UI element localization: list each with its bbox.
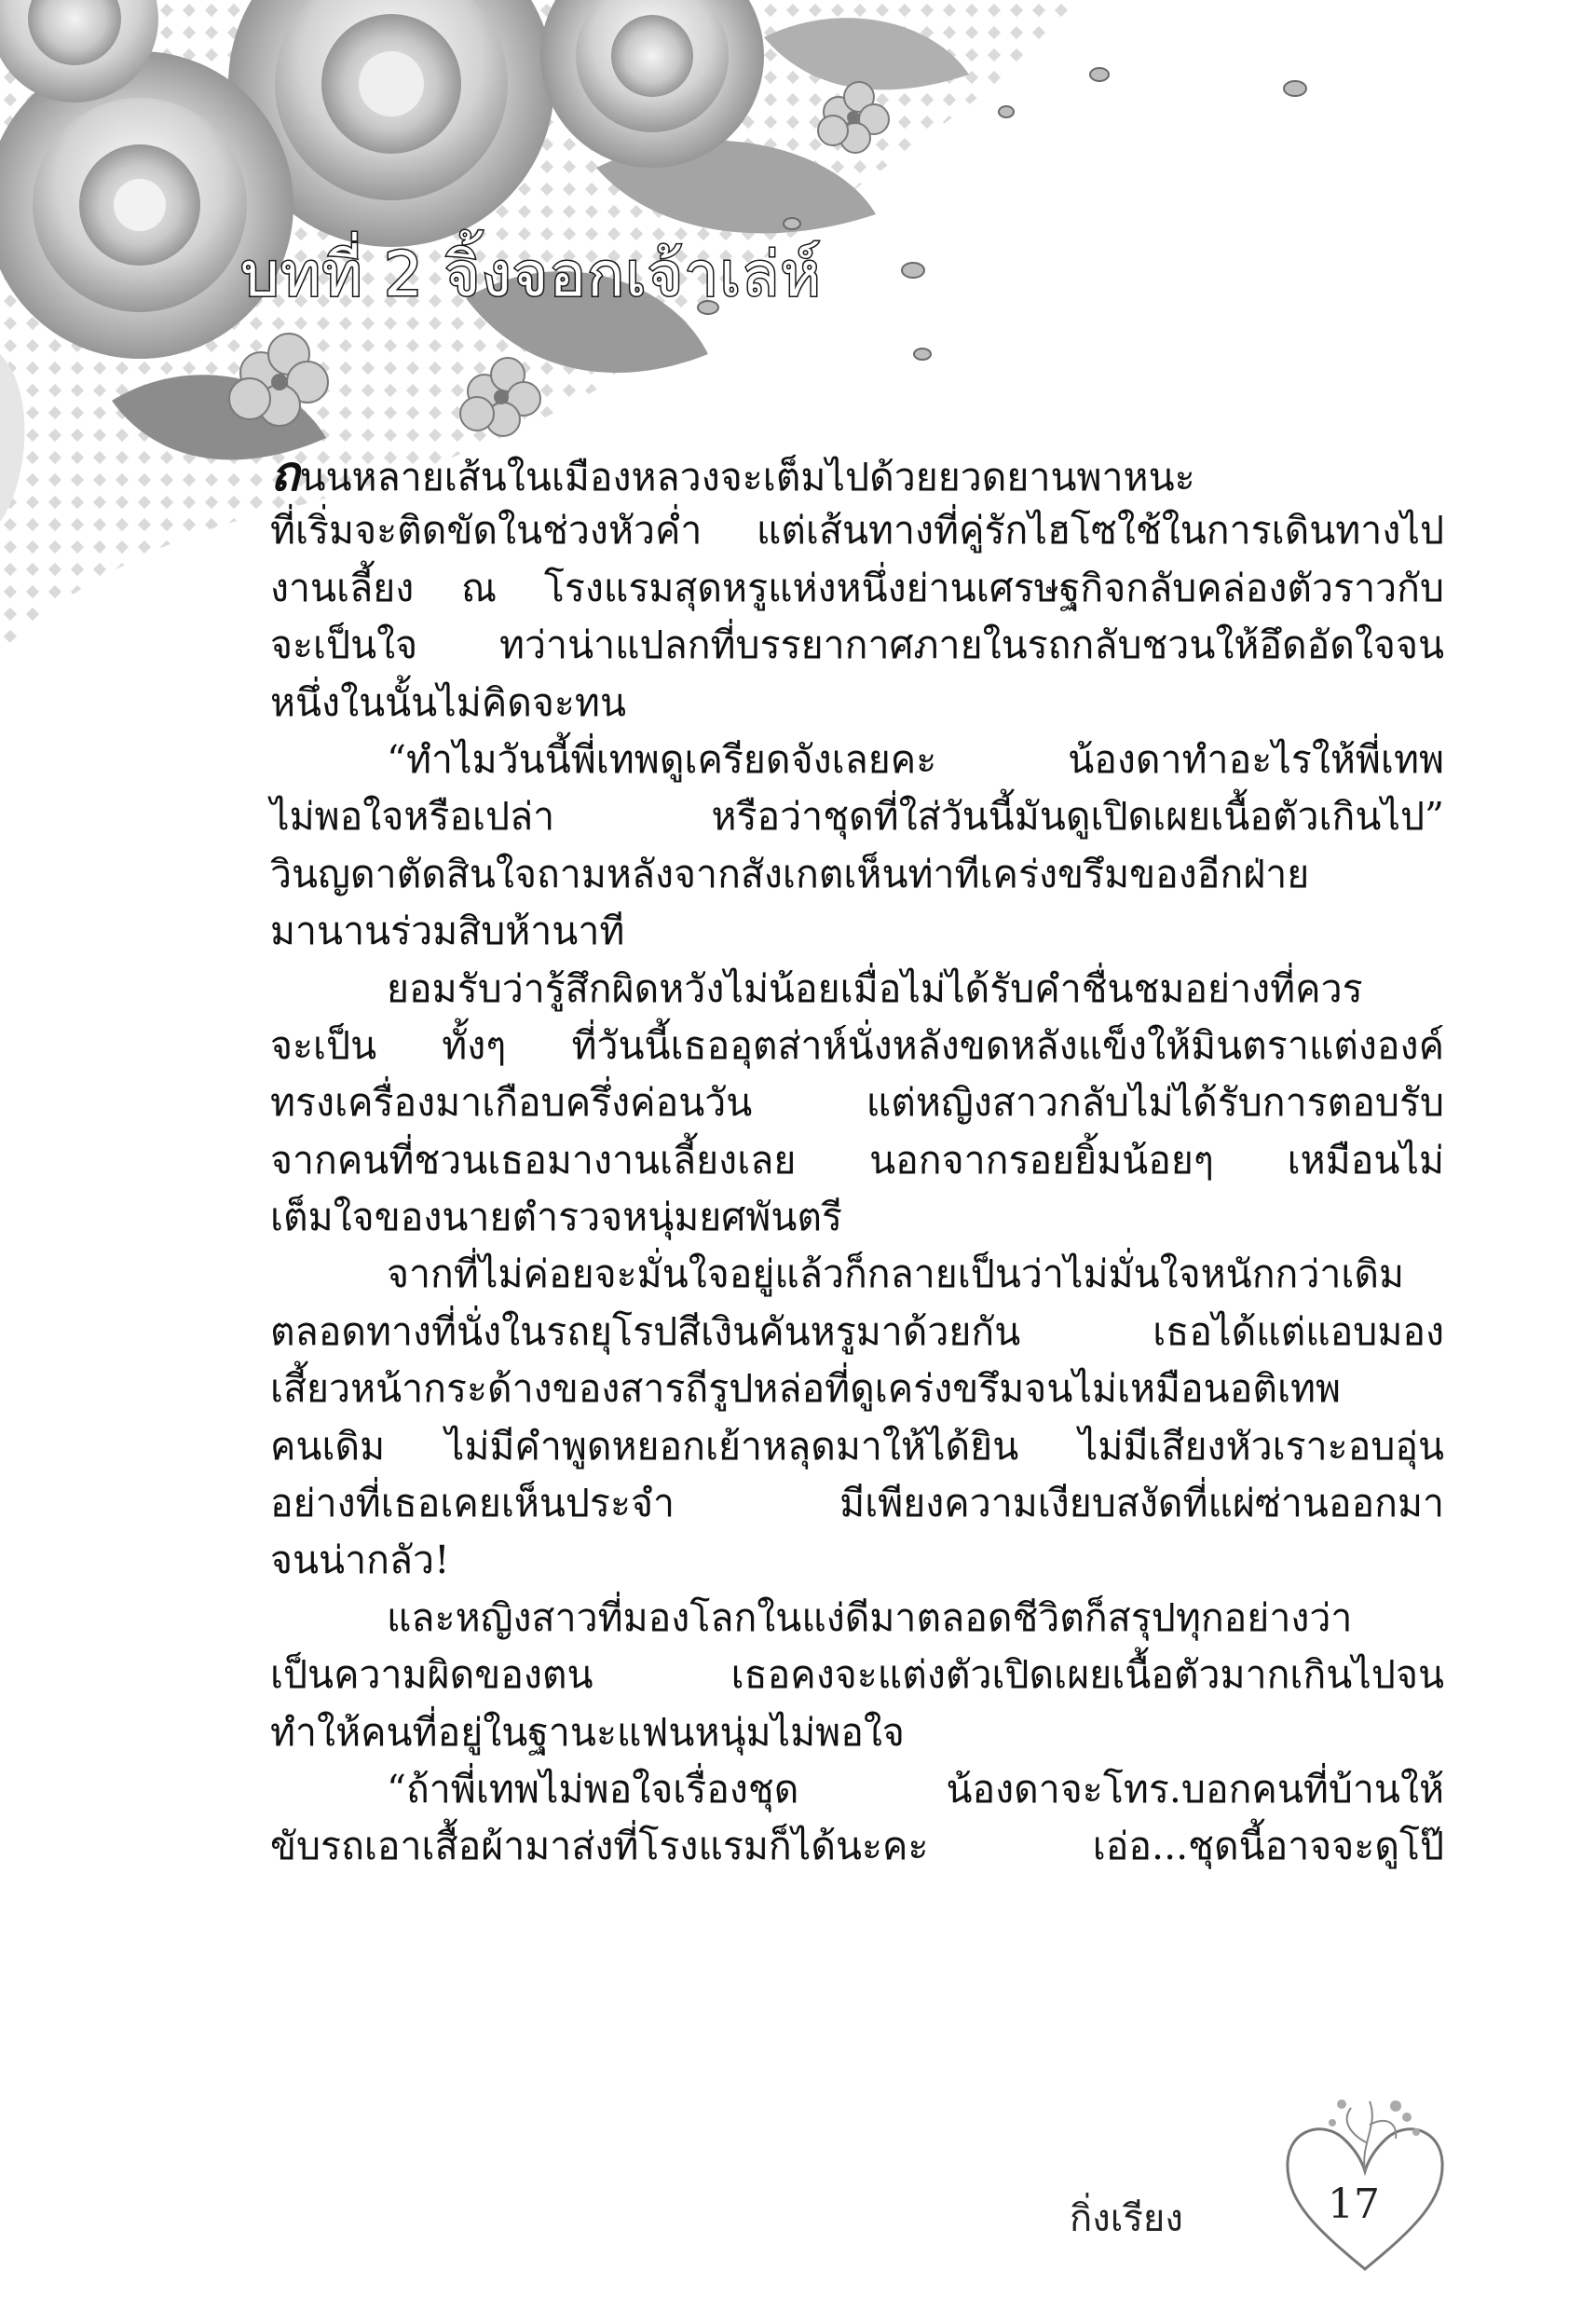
text-line: ถนนหลายเส้นในเมืองหลวงจะเต็มไปด้วยยวดยานพาหนะ [270,445,1195,502]
text-line: อย่างที่เธอเคยเห็นประจำ มีเพียงความเงียบสงัดที่แผ่ซ่านออกมา [270,1481,1444,1526]
text-line: ที่เริ่มจะติดขัดในช่วงหัวค่ำ แต่เส้นทางที่คู่รักไฮโซใช้ในการเดินทางไป [270,508,1444,554]
text-line: “ถ้าพี่เทพไม่พอใจเรื่องชุด น้องดาจะโทร.บอกคนที่บ้านให้ [387,1766,1444,1812]
text-line: ทำให้คนที่อยู่ในฐานะแฟนหนุ่มไม่พอใจ [270,1709,905,1755]
text-line: เสี้ยวหน้ากระด้างของสารถีรูปหล่อที่ดูเคร่งขรึมจนไม่เหมือนอติเทพ [270,1366,1342,1412]
drop-cap: ถ [270,445,300,502]
chapter-title: บทที่ 2 จิ้งจอกเจ้าเล่ห์ [240,239,822,310]
text-line: จะเป็นใจ ทว่าน่าแปลกที่บรรยากาศภายในรถกลับชวนให้อึดอัดใจจน [270,622,1444,668]
text-line: จากคนที่ชวนเธอมางานเลี้ยงเลย นอกจากรอยยิ้มน้อยๆ เหมือนไม่ [270,1137,1444,1183]
text-line: เต็มใจของนายตำรวจหนุ่มยศพันตรี [270,1195,842,1240]
text-line: คนเดิม ไม่มีคำพูดหยอกเย้าหลุดมาให้ได้ยิน ไม่มีเสียงหัวเราะอบอุ่น [270,1423,1444,1469]
text-line: ยอมรับว่ารู้สึกผิดหวังไม่น้อยเมื่อไม่ได้รับคำชื่นชมอย่างที่ควร [387,965,1363,1011]
text-line: เป็นความผิดของตน เธอคงจะแต่งตัวเปิดเผยเนื้อตัวมากเกินไปจน [270,1652,1444,1698]
text-line: และหญิงสาวที่มองโลกในแง่ดีมาตลอดชีวิตก็สรุปทุกอย่างว่า [387,1594,1353,1640]
text-line: จากที่ไม่ค่อยจะมั่นใจอยู่แล้วก็กลายเป็นว่าไม่มั่นใจหนักกว่าเดิม [387,1251,1405,1297]
text-line: “ทำไมวันนี้พี่เทพดูเครียดจังเลยคะ น้องดาทำอะไรให้พี่เทพ [387,736,1444,782]
text-line: งานเลี้ยง ณ โรงแรมสุดหรูแห่งหนึ่งย่านเศรษฐกิจกลับคล่องตัวราวกับ [270,565,1444,610]
page-number: 17 [1328,2181,1380,2228]
text-line: วินญดาตัดสินใจถามหลังจากสังเกตเห็นท่าทีเคร่งขรึมของอีกฝ่าย [270,851,1310,896]
text-line: ขับรถเอาเสื้อผ้ามาส่งที่โรงแรมก็ได้นะคะ เอ่อ...ชุดนี้อาจจะดูโป๊ [270,1824,1444,1869]
body-text [270,445,1444,1876]
text-line: ตลอดทางที่นั่งในรถยุโรปสีเงินคันหรูมาด้วยกัน เธอได้แต่แอบมอง [270,1308,1444,1354]
text-line: มานานร่วมสิบห้านาที [270,909,625,954]
text-line: จนน่ากลัว! [270,1538,450,1583]
text-line: ทรงเครื่องมาเกือบครึ่งค่อนวัน แต่หญิงสาวกลับไม่ได้รับการตอบรับ [270,1080,1444,1126]
text-line: ไม่พอใจหรือเปล่า หรือว่าชุดที่ใส่วันนี้มันดูเปิดเผยเนื้อตัวเกินไป” [270,794,1444,840]
text-line: หนึ่งในนั้นไม่คิดจะทน [270,679,626,725]
author-name: กิ่งเรียง [1070,2197,1183,2240]
text-line: จะเป็น ทั้งๆ ที่วันนี้เธออุตส่าห์นั่งหลังขดหลังแข็งให้มินตราแต่งองค์ [270,1022,1444,1068]
